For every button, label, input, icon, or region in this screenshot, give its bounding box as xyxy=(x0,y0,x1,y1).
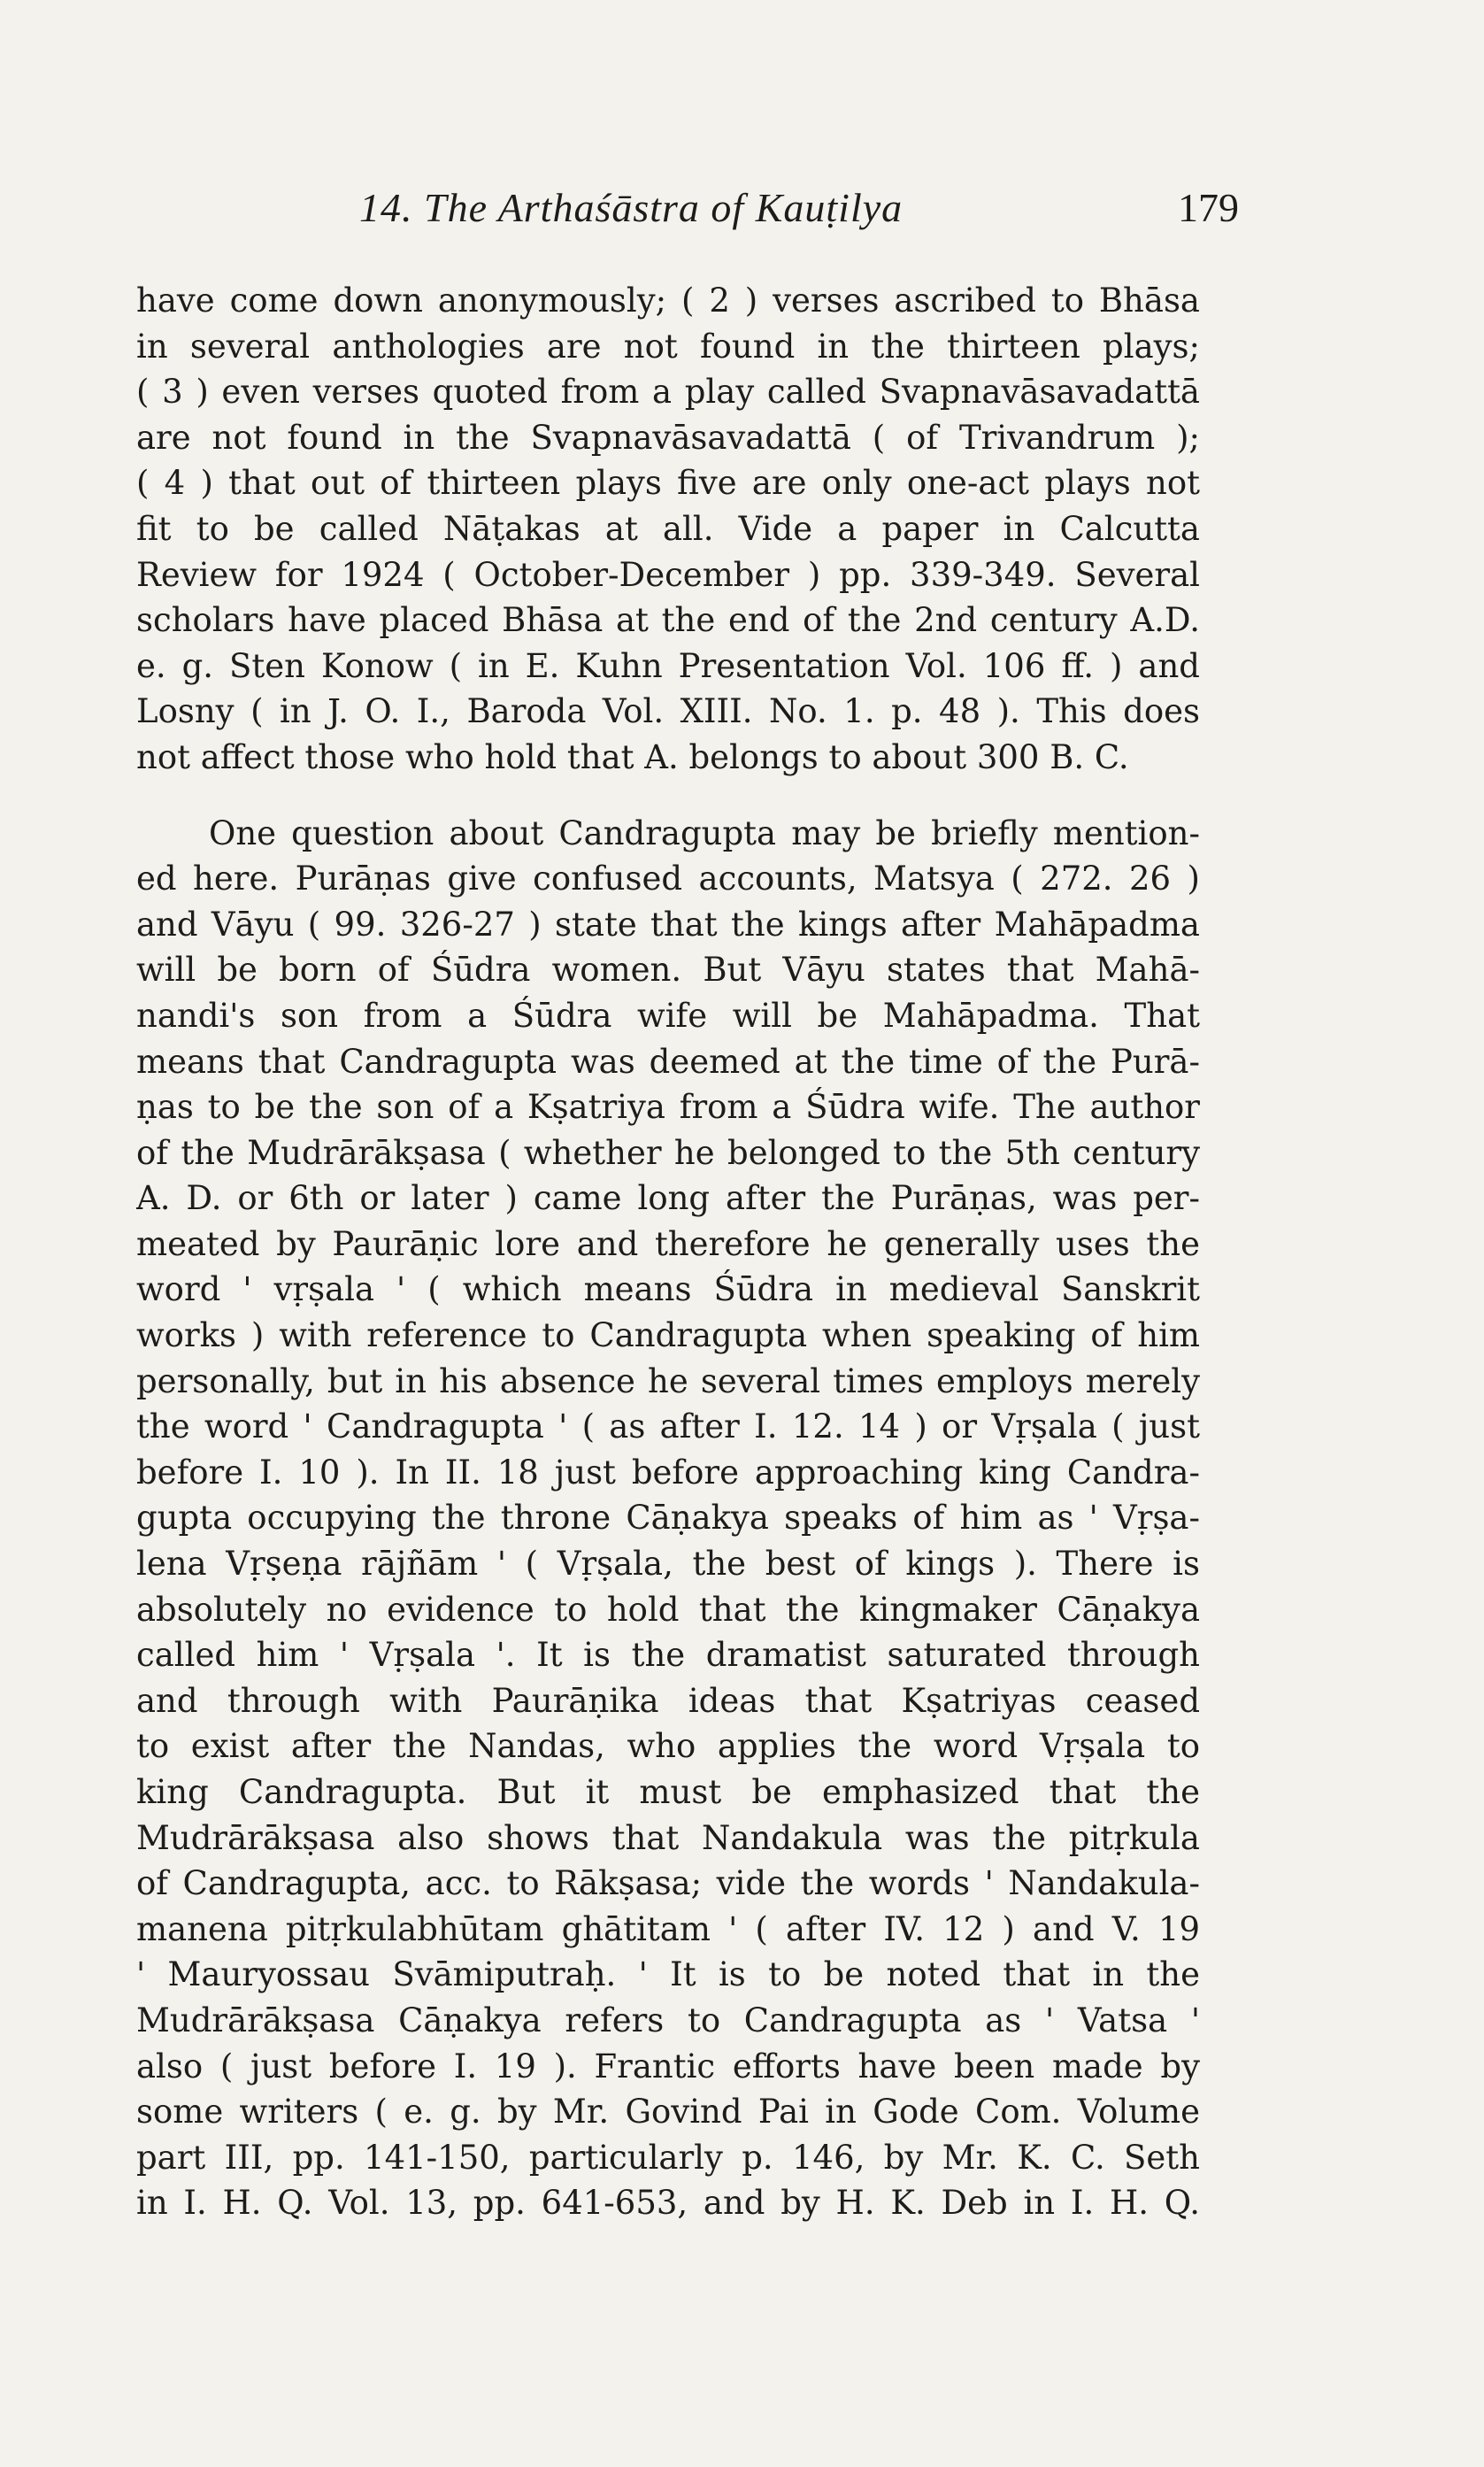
text-line: king Candragupta. But it must be emphasized that the xyxy=(136,1773,1200,1811)
text-line: and Vāyu ( 99. 326-27 ) state that the kings after Mahāpadma xyxy=(136,905,1200,944)
text-line: absolutely no evidence to hold that the kingmaker Cāṇakya xyxy=(136,1590,1200,1629)
text-line: to exist after the Nandas, who applies the word Vṛṣala to xyxy=(136,1727,1200,1766)
paragraph-1 xyxy=(136,278,1200,781)
page-number: 179 xyxy=(1178,185,1239,230)
text-line: of the Mudrārākṣasa ( whether he belonged to the 5th century xyxy=(136,1133,1200,1172)
running-title: 14. The Arthaśāstra of Kauṭilya xyxy=(359,185,903,230)
text-line: have come down anonymously; ( 2 ) verses ascribed to Bhāsa xyxy=(136,281,1200,320)
text-line: A. D. or 6th or later ) came long after the Purāṇas, was per- xyxy=(136,1179,1200,1218)
text-line: works ) with reference to Candragupta when speaking of him xyxy=(136,1316,1200,1355)
paragraph-2 xyxy=(136,811,1200,2226)
text-line: word ' vṛṣala ' ( which means Śūdra in medieval Sanskrit xyxy=(136,1270,1200,1309)
text-line: Mudrārākṣasa Cāṇakya refers to Candragupta as ' Vatsa ' xyxy=(136,2001,1200,2039)
text-line: personally, but in his absence he several times employs merely xyxy=(136,1361,1200,1400)
text-line: of Candragupta, acc. to Rākṣasa; vide the words ' Nandakula- xyxy=(136,1864,1200,1903)
text-line: in I. H. Q. Vol. 13, pp. 641-653, and by H. K. Deb in I. H. Q. xyxy=(136,2184,1200,2223)
body-text xyxy=(136,278,1200,2226)
text-line: scholars have placed Bhāsa at the end of the 2nd century A.D. xyxy=(136,601,1200,640)
text-line: part III, pp. 141-150, particularly p. 146, by Mr. K. C. Seth xyxy=(136,2138,1200,2177)
text-line: meated by Paurāṇic lore and therefore he generally uses the xyxy=(136,1224,1200,1263)
text-line: ( 3 ) even verses quoted from a play called Svapnavāsavadattā xyxy=(136,373,1200,412)
text-line: ( 4 ) that out of thirteen plays five are only one-act plays not xyxy=(136,464,1200,503)
text-line: in several anthologies are not found in the thirteen plays; xyxy=(136,327,1200,366)
text-line: Review for 1924 ( October-December ) pp. 339-349. Several xyxy=(136,555,1200,594)
text-line: some writers ( e. g. by Mr. Govind Pai in Gode Com. Volume xyxy=(136,2093,1200,2132)
text-line: Losny ( in J. O. I., Baroda Vol. XIII. No. 1. p. 48 ). This does xyxy=(136,692,1200,731)
text-line: will be born of Śūdra women. But Vāyu states that Mahā- xyxy=(136,951,1200,990)
text-line: Mudrārākṣasa also shows that Nandakula was the pitṛkula xyxy=(136,1818,1200,1857)
text-line: ṇas to be the son of a Kṣatriya from a Śūdra wife. The author xyxy=(136,1088,1200,1127)
text-line: and through with Paurāṇika ideas that Kṣatriyas ceased xyxy=(136,1681,1200,1720)
text-line: nandi's son from a Śūdra wife will be Mahāpadma. That xyxy=(136,996,1200,1035)
text-line: ed here. Purāṇas give confused accounts, Matsya ( 272. 26 ) xyxy=(136,860,1200,898)
text-line: manena pitṛkulabhūtam ghātitam ' ( after IV. 12 ) and V. 19 xyxy=(136,1909,1200,1948)
text-line: One question about Candragupta may be briefly mention- xyxy=(209,813,1200,852)
text-line: also ( just before I. 19 ). Frantic efforts have been made by xyxy=(136,2047,1200,2085)
text-line: the word ' Candragupta ' ( as after I. 12. 14 ) or Vṛṣala ( just xyxy=(136,1407,1200,1446)
text-line: not affect those who hold that A. belongs to about 300 B. C. xyxy=(136,737,1129,776)
running-head xyxy=(124,184,1239,237)
text-line: are not found in the Svapnavāsavadattā ( of Trivandrum ); xyxy=(136,418,1200,457)
text-line: fit to be called Nāṭakas at all. Vide a paper in Calcutta xyxy=(136,509,1200,548)
text-line: e. g. Sten Konow ( in E. Kuhn Presentation Vol. 106 ff. ) and xyxy=(136,646,1200,685)
text-line: gupta occupying the throne Cāṇakya speaks of him as ' Vṛṣa- xyxy=(136,1499,1200,1538)
text-line: lena Vṛṣeṇa rājñām ' ( Vṛṣala, the best of kings ). There is xyxy=(136,1545,1200,1584)
paragraph-gap xyxy=(136,781,1200,811)
text-line: before I. 10 ). In II. 18 just before approaching king Candra- xyxy=(136,1453,1200,1492)
text-line: ' Mauryossau Svāmiputraḥ. ' It is to be noted that in the xyxy=(136,1955,1200,1994)
text-line: called him ' Vṛṣala '. It is the dramatist saturated through xyxy=(136,1636,1200,1675)
text-line: means that Candragupta was deemed at the time of the Purā- xyxy=(136,1042,1200,1081)
